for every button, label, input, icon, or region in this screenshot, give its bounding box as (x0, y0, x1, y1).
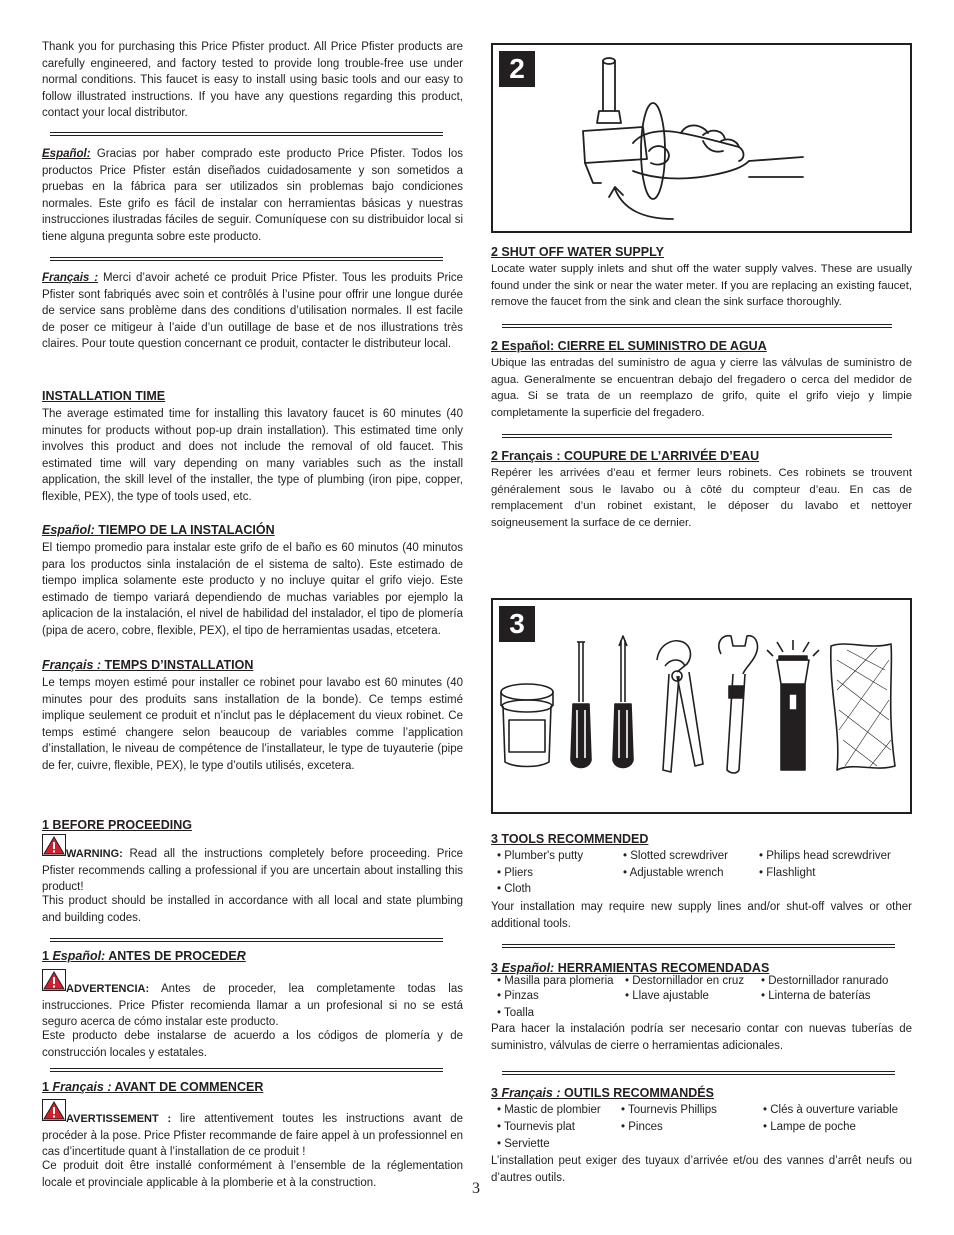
step3-fr-note: L’installation peut exiger des tuyaux d’arrivée et/ou des vannes d’arrêt neufs ou d’autres outils. (491, 1155, 912, 1184)
list-item: • Slotted screwdriver (623, 850, 729, 862)
step1-fr-title: 1 Français : AVANT DE COMMENCER (42, 1080, 264, 1094)
step1-es-note: Este producto debe instalarse de acuerdo a los códigos de plomería y de construcción locales y estatales. (42, 1030, 463, 1059)
list-item: • Pinces (621, 1121, 663, 1133)
intro-english: Thank you for purchasing this Price Pfister product. All Price Pfister products are carefully engineered, and factory tested to provide long trouble-free use under normal conditions. This faucet is easy to install using basic tools and our easy to follow illustrated instructions. If you have any questions regarding this product, contact your local distributor. (42, 41, 463, 120)
flashlight-icon (767, 640, 819, 770)
install-time-es-title: Español: TIEMPO DE LA INSTALACIÓN (42, 523, 275, 537)
install-time-spanish: El tiempo promedio para instalar este grifo de el baño es 60 minutos (40 minutos para los productos sinla instalación de el sistema de salto). Este estimado de tiempo implica solamente este producto y no incluye quitar el grifo viejo. Este estimado de tiempo variará dependiendo de muchas variables por ejemplo la aplicacion de la instalación, el nivel de habilidad del instalador, el tipo de plomería (pipa de acero, cobre, flexible, PEX), el tipo de herramientas usadas, etcetera. (42, 542, 463, 637)
step1-fr-note: Ce produit doit être installé conformément à l’ensemble de la réglementation locale et provinciale applicable à la plomberie et à la construction. (42, 1160, 463, 1189)
list-item: • Tournevis plat (497, 1121, 575, 1133)
divider (502, 1071, 895, 1075)
list-item: • Masilla para plomeria (497, 975, 614, 987)
step3-note: Your installation may require new supply lines and/or shut-off valves or other additional tools. (491, 901, 912, 930)
cloth-icon (831, 644, 895, 770)
divider (50, 132, 443, 136)
list-item: • Destornillador en cruz (625, 975, 745, 987)
slotted-screwdriver-icon (571, 642, 591, 768)
step2-title: 2 SHUT OFF WATER SUPPLY (491, 245, 664, 259)
list-item: • Clés à ouverture variable (763, 1104, 899, 1116)
phillips-screwdriver-icon (613, 636, 633, 768)
step2-french: Repérer les arrivées d’eau et fermer leurs robinets. Ces robinets se trouvent généralement sous le lavabo ou à côté du compteur d’eau. En cas de remplacement d’un robinet existant, le déposer du lavabo et nettoyer soigneusement la surface de ce dernier. (491, 467, 912, 529)
putty-jar-icon (501, 684, 553, 767)
list-item: • Lampe de poche (763, 1121, 856, 1133)
step1-warning: WARNING: Read all the instructions completely before proceeding. Price Pfister recommends calling a professional if you are uncertain about installing this product! (42, 848, 463, 894)
tools-list-english (497, 848, 912, 898)
step3-title: 3 TOOLS RECOMMENDED (491, 832, 649, 846)
tools-list-spanish (497, 974, 912, 1022)
list-item: • Flashlight (759, 867, 816, 879)
step3-fr-title: 3 Français : OUTILS RECOMMANDÉS (491, 1086, 714, 1100)
step1-es-warning: ADVERTENCIA: Antes de proceder, lea completamente todas las instrucciones. Price Pfister recomienda llamar a un profesional si no se está seguro acerca de cómo instalar este producto. (42, 983, 463, 1029)
list-item: • Llave ajustable (625, 990, 709, 1002)
step1-title: 1 BEFORE PROCEEDING (42, 818, 193, 832)
divider (50, 1068, 443, 1072)
list-item: • Pliers (497, 867, 533, 879)
list-item: • Pinzas (497, 990, 539, 1002)
step1-fr-warning: AVERTISSEMENT : lire attentivement toutes les instructions avant de procéder à la pose. Price Pfister recommande de faire appel à un professionnel en cas d’incertitude quant à l’installation de ce produit ! (42, 1113, 463, 1159)
divider (50, 938, 443, 942)
divider (50, 257, 443, 261)
step2-badge: 2 (499, 51, 535, 87)
intro-spanish: Español: Gracias por haber comprado este producto Price Pfister. Todos los productos Price Pfister están diseñados cuidadosamente y son sometidos a pruebas en la fábrica para ser utilizados sin problemas bajo condiciones normales. Este grifo es fácil de instalar con herramientas básicas y nuestras instrucciones ilustradas fáciles de seguir. Comuníquese con su distribuidor local si tiene alguna pregunta sobre este producto. (42, 148, 463, 243)
intro-french: Français : Merci d’avoir acheté ce produit Price Pfister. Tous les produits Price Pfister sont fabriqués avec soin et contrôlés à l’usine pour offrir une longue durée de service sans problème dans des conditions d’utilisation normales. Il est facile de poser ce mitigeur à l’aide d’un outillage de base et de nos illustrations très claires. Pour toute question concernant ce produit, contacter le distributeur local. (42, 272, 464, 351)
pliers-icon (657, 641, 703, 772)
step2-fr-title: 2 Français : COUPURE DE L’ARRIVÉE D’EAU (491, 449, 760, 463)
install-time-fr-title: Français : TEMPS D’INSTALLATION (42, 658, 254, 672)
list-item: • Linterna de baterías (761, 990, 871, 1002)
divider (502, 944, 895, 948)
step2-es-title: 2 Español: CIERRE EL SUMINISTRO DE AGUA (491, 339, 767, 353)
divider (502, 434, 892, 438)
tools-list-french (497, 1102, 912, 1152)
step2-spanish: Ubique las entradas del suministro de agua y cierre las válvulas de suministro de agua. Generalmente se encuentran debajo del fregadero o cerca del medidor de agua. Si se trata de un reemplazo de grifo, quite el grifo viejo y limpie completamente la superficie del fregadero. (491, 357, 912, 419)
shutoff-valve-illustration (563, 51, 843, 229)
step3-es-note: Para hacer la instalación podría ser necesario contar con nuevas tuberías de suministro, válvulas de cierre o herramientas adicionales. (491, 1023, 912, 1052)
step2-english: Locate water supply inlets and shut off the water supply valves. These are usually found under the sink or near the water meter. If you are replacing an existing faucet, remove the faucet from the sink and clean the sink surface thoroughly. (491, 263, 912, 309)
tools-illustration (497, 630, 905, 780)
step1-note: This product should be installed in accordance with all local and state plumbing and building codes. (42, 895, 463, 924)
install-time-french: Le temps moyen estimé pour installer ce robinet pour lavabo est 60 minutes (40 minutes pour des produits sans installation de la bonde). Ce temps estimé implique seulement ce produit et n’inclut pas le déplacement du vieux robinet. Ce temps estimé changere selon beaucoup de variables comme l’application d’installation, le niveau de compétence de l’installateur, le type de tuyauterie (pipe de fer, cuivre, flexible, PEX), le type d’outils utilisés, excetera. (42, 677, 463, 772)
list-item: • Destornillador ranurado (761, 975, 889, 987)
list-item: • Plumber's putty (497, 850, 584, 862)
list-item: • Mastic de plombier (497, 1104, 601, 1116)
install-time-english: The average estimated time for installing this lavatory faucet is 60 minutes (40 minutes for products without pop-up drain installation). This estimated time only involves this product and does not include the removal of old faucet. This estimated time will vary depending on many variables such as the install application, the skill level of the installer, the type of plumbing (iron pipe, copper, flexible, PEX), the type of tools used, etc. (42, 408, 463, 503)
list-item: • Serviette (497, 1138, 550, 1150)
step3-badge: 3 (499, 606, 535, 642)
step3-es-title: 3 Español: HERRAMIENTAS RECOMENDADAS (491, 961, 770, 975)
list-item: • Philips head screwdriver (759, 850, 891, 862)
list-item: • Adjustable wrench (623, 867, 724, 879)
step1-es-title: 1 Español: ANTES DE PROCEDER (42, 949, 246, 963)
page-number: 3 (472, 1180, 480, 1197)
adjustable-wrench-icon (719, 636, 758, 773)
install-time-title: INSTALLATION TIME (42, 389, 166, 403)
list-item: • Toalla (497, 1007, 535, 1019)
step2-illustration (491, 43, 912, 233)
list-item: • Tournevis Phillips (621, 1104, 717, 1116)
step3-illustration (491, 598, 912, 814)
list-item: • Cloth (497, 883, 532, 895)
divider (502, 324, 892, 328)
